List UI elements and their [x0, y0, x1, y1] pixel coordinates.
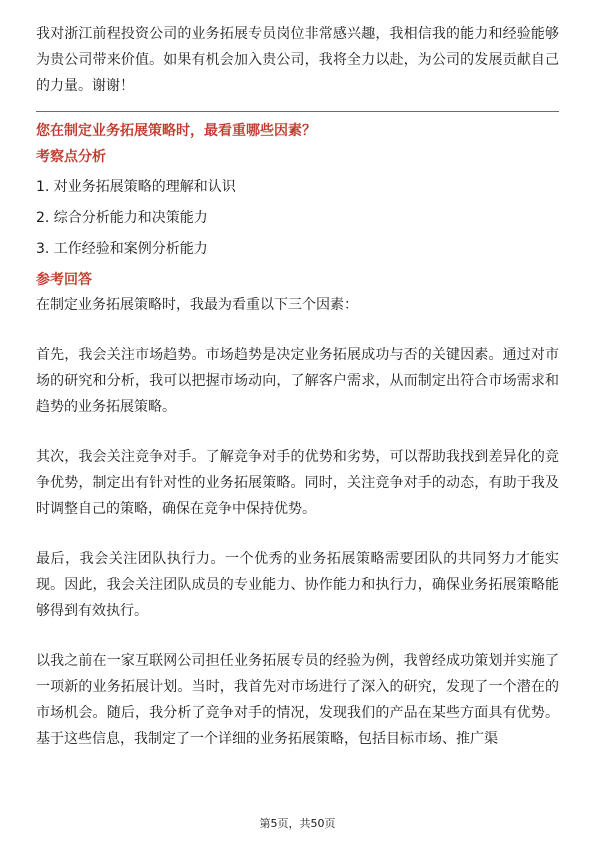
intro-paragraph: 我对浙江前程投资公司的业务拓展专员岗位非常感兴趣，我相信我的能力和经验能够为贵公司带来价值。如果有机会加入贵公司，我将全力以赴，为公司的发展贡献自己的力量。谢谢！: [36, 26, 559, 94]
spacer: [36, 420, 559, 444]
section-divider: [36, 111, 559, 112]
spacer: [36, 624, 559, 648]
answer-paragraph: 以我之前在一家互联网公司担任业务拓展专员的经验为例，我曾经成功策划并实施了一项新的业务拓展计划。当时，我首先对市场进行了深入的研究，发现了一个潜在的市场机会。随后，我分析了竞争对手的情况，发现我们的产品在某些方面具有优势。基于这些信息，我制定了一个详细的业务拓展策略，包括目标市场、推广渠: [36, 653, 559, 747]
page-content: [36, 20, 559, 752]
analysis-heading: 考察点分析: [36, 149, 106, 165]
answer-heading: 参考回答: [36, 272, 92, 288]
answer-paragraph: 其次，我会关注竞争对手。了解竞争对手的优势和劣势，可以帮助我找到差异化的竞争优势，制定出有针对性的业务拓展策略。同时，关注竞争对手的动态，有助于我及时调整自己的策略，确保在竞争中保持优势。: [36, 449, 559, 517]
page-number: 第5页，共50页: [259, 817, 336, 830]
spacer: [36, 522, 559, 546]
answer-lead: 在制定业务拓展策略时，我最为看重以下三个因素：: [36, 297, 358, 313]
answer-paragraph: 首先，我会关注市场趋势。市场趋势是决定业务拓展成功与否的关键因素。通过对市场的研究和分析，我可以把握市场动向，了解客户需求，从而制定出符合市场需求和趋势的业务拓展策略。: [36, 347, 559, 415]
analysis-item: 3. 工作经验和案例分析能力: [36, 241, 208, 257]
analysis-list: [36, 176, 559, 260]
spacer: [36, 318, 559, 342]
analysis-item: 1. 对业务拓展策略的理解和认识: [36, 179, 236, 195]
question-heading: 您在制定业务拓展策略时，最看重哪些因素？: [36, 123, 316, 139]
answer-paragraph: 最后，我会关注团队执行力。一个优秀的业务拓展策略需要团队的共同努力才能实现。因此，我会关注团队成员的专业能力、协作能力和执行力，确保业务拓展策略能够得到有效执行。: [36, 551, 559, 619]
analysis-item: 2. 综合分析能力和决策能力: [36, 210, 208, 226]
